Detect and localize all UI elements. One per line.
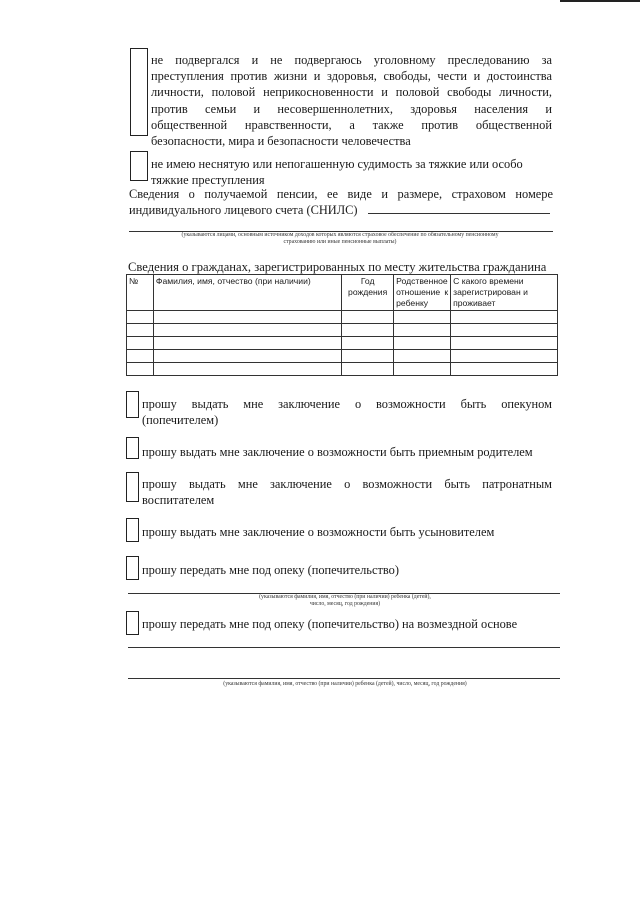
paid-custody-line-2[interactable] bbox=[128, 678, 560, 679]
snils-field-line[interactable] bbox=[368, 213, 550, 214]
table-row bbox=[127, 311, 558, 324]
table-cell[interactable] bbox=[153, 337, 341, 350]
statement-line: общественной нравственности, а также против общественной bbox=[151, 117, 552, 132]
pension-caption bbox=[120, 232, 560, 246]
table-cell[interactable] bbox=[451, 311, 558, 324]
request-custody: прошу передать мне под опеку (попечительство) bbox=[142, 563, 399, 577]
statement-line: безопасности, мира и безопасности человечества bbox=[151, 134, 411, 149]
checkbox-patronage[interactable] bbox=[126, 472, 139, 502]
col-since-line: проживает bbox=[453, 298, 496, 308]
table-cell[interactable] bbox=[394, 337, 451, 350]
table-cell[interactable] bbox=[127, 324, 154, 337]
request-paid-custody: прошу передать мне под опеку (попечительство) на возмездной основе bbox=[142, 617, 518, 631]
statement-no-prosecution bbox=[151, 52, 552, 149]
table-cell[interactable] bbox=[451, 350, 558, 363]
checkbox-foster-parent[interactable] bbox=[126, 437, 139, 459]
checkbox-custody[interactable] bbox=[126, 556, 139, 580]
request-line: (попечителем) bbox=[142, 413, 219, 428]
statement-no-conviction bbox=[151, 156, 552, 188]
checkbox-adopter[interactable] bbox=[126, 518, 139, 542]
statement-line: преступления против жизни и здоровья, свободы, чести и достоинства bbox=[151, 69, 552, 84]
table-row bbox=[127, 350, 558, 363]
table-cell[interactable] bbox=[127, 311, 154, 324]
statement-line: против семьи и несовершеннолетних, здоровья населения и bbox=[151, 101, 552, 116]
pension-line-1: Сведения о получаемой пенсии, ее виде и размере, страховом номере bbox=[129, 187, 553, 201]
top-edge-mark bbox=[560, 0, 640, 2]
table-cell[interactable] bbox=[342, 311, 394, 324]
col-relation-line: Родственное bbox=[396, 276, 448, 286]
checkbox-no-conviction[interactable] bbox=[130, 151, 148, 181]
col-birth-year-line: Год bbox=[360, 276, 375, 286]
statement-line: не подвергался и не подвергаюсь уголовному преследованию за bbox=[151, 53, 552, 67]
col-birth-year bbox=[342, 275, 394, 311]
table-cell[interactable] bbox=[127, 350, 154, 363]
request-line: прошу выдать мне заключение о возможности быть опекуном bbox=[142, 397, 552, 411]
col-relation-line: ребенку bbox=[396, 298, 429, 308]
statement-line: личности, половой неприкосновенности и половой свободы личности, bbox=[151, 85, 552, 100]
custody-caption-line: число, месяц, год рождения) bbox=[309, 601, 381, 607]
request-foster-parent: прошу выдать мне заключение о возможности быть приемным родителем bbox=[142, 445, 533, 459]
col-since-line: С какого времени bbox=[453, 276, 524, 286]
table-cell[interactable] bbox=[342, 363, 394, 376]
col-since-line: зарегистрирован и bbox=[453, 287, 528, 297]
table-cell[interactable] bbox=[342, 337, 394, 350]
table-cell[interactable] bbox=[127, 363, 154, 376]
checkbox-guardian[interactable] bbox=[126, 391, 139, 418]
custody-caption-line: (указываются фамилия, имя, отчество (при наличии) ребенка (детей), bbox=[259, 594, 431, 600]
table-cell[interactable] bbox=[394, 311, 451, 324]
table-cell[interactable] bbox=[153, 363, 341, 376]
request-guardian bbox=[142, 396, 552, 428]
request-patronage bbox=[142, 476, 552, 508]
table-cell[interactable] bbox=[451, 324, 558, 337]
pension-caption-line: страхованию или иные пенсионные выплаты) bbox=[283, 239, 397, 245]
table-cell[interactable] bbox=[451, 337, 558, 350]
table-cell[interactable] bbox=[394, 324, 451, 337]
statement-line: тяжкие преступления bbox=[151, 173, 265, 188]
custody-caption bbox=[200, 594, 490, 608]
table-cell[interactable] bbox=[394, 350, 451, 363]
table-cell[interactable] bbox=[394, 363, 451, 376]
table-cell[interactable] bbox=[153, 324, 341, 337]
registered-title: Сведения о гражданах, зарегистрированных по месту жительства гражданина bbox=[128, 260, 547, 274]
col-relation bbox=[394, 275, 451, 311]
registered-table bbox=[126, 274, 558, 376]
table-cell[interactable] bbox=[153, 311, 341, 324]
request-line: воспитателем bbox=[142, 493, 215, 508]
statement-line: не имею неснятую или непогашенную судимость за тяжкие или особо bbox=[151, 157, 523, 171]
table-cell[interactable] bbox=[127, 337, 154, 350]
table-row bbox=[127, 337, 558, 350]
table-row bbox=[127, 363, 558, 376]
pension-line-2: индивидуального лицевого счета (СНИЛС) bbox=[129, 203, 358, 218]
table-cell[interactable] bbox=[451, 363, 558, 376]
table-cell[interactable] bbox=[342, 350, 394, 363]
col-birth-year-line: рождения bbox=[348, 287, 388, 297]
request-adopter: прошу выдать мне заключение о возможности быть усыновителем bbox=[142, 525, 495, 539]
col-registered-since bbox=[451, 275, 558, 311]
checkbox-paid-custody[interactable] bbox=[126, 611, 139, 635]
paid-custody-line-1[interactable] bbox=[128, 647, 560, 648]
checkbox-no-prosecution[interactable] bbox=[130, 48, 148, 136]
paid-custody-caption: (указываются фамилия, имя, отчество (при наличии) ребенка (детей), число, месяц, год рождения) bbox=[223, 681, 467, 687]
table-cell[interactable] bbox=[342, 324, 394, 337]
col-number: № bbox=[127, 275, 154, 311]
request-line: прошу выдать мне заключение о возможности быть патронатным bbox=[142, 477, 552, 491]
table-header-row bbox=[127, 275, 558, 311]
col-relation-line: отношение к bbox=[396, 287, 449, 297]
col-full-name: Фамилия, имя, отчество (при наличии) bbox=[153, 275, 341, 311]
pension-caption-line: (указываются лицами, основным источником доходов которых являются страховое обеспечение по обязательному пенсионному bbox=[181, 232, 499, 238]
table-row bbox=[127, 324, 558, 337]
table-cell[interactable] bbox=[153, 350, 341, 363]
